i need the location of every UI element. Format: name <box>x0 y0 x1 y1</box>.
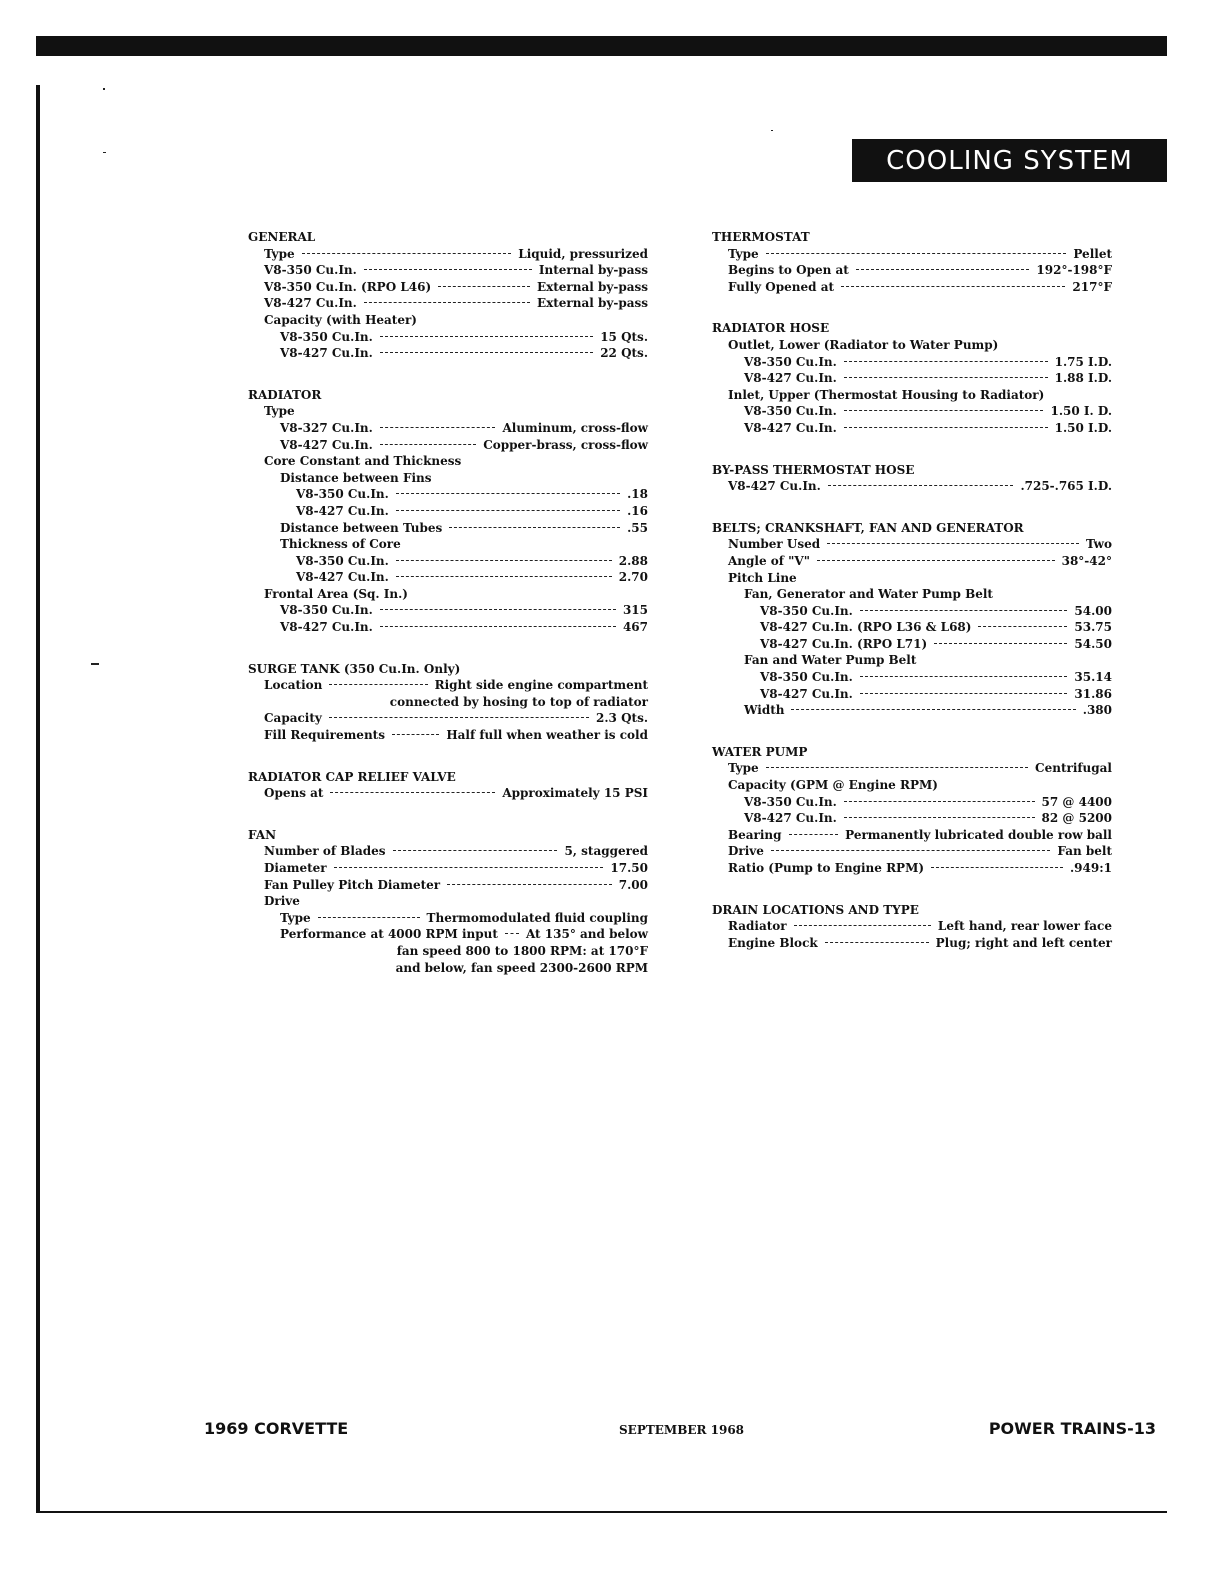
spec-value: 38°-42° <box>1061 553 1112 568</box>
spec-row <box>248 312 648 329</box>
spec-value: 22 Qts. <box>600 346 648 361</box>
spec-label: V8-350 Cu.In. <box>744 404 837 419</box>
spec-value: 82 @ 5200 <box>1041 811 1112 826</box>
spec-value: 35.14 <box>1074 670 1112 685</box>
spec-row <box>248 329 648 346</box>
spec-row <box>248 437 648 454</box>
footer-page-number: POWER TRAINS-13 <box>988 1419 1156 1438</box>
section-title: THERMOSTAT <box>712 230 810 244</box>
spec-row <box>248 710 648 727</box>
spec-value: At 135° and below <box>525 927 648 942</box>
spec-row <box>248 569 648 586</box>
spec-label: Pitch Line <box>728 570 797 585</box>
spec-value: 53.75 <box>1074 620 1112 635</box>
spec-row <box>712 860 1112 877</box>
leader-dashes <box>505 933 519 934</box>
spec-value: .16 <box>627 503 648 518</box>
spec-value: 54.50 <box>1074 636 1112 651</box>
leader-dashes <box>396 560 612 561</box>
spec-value: Copper-brass, cross-flow <box>483 437 648 452</box>
leader-dashes <box>794 925 931 926</box>
spec-label: V8-427 Cu.In. <box>728 479 821 494</box>
leader-dashes <box>380 352 593 353</box>
spec-label: V8-427 Cu.In. <box>264 296 357 311</box>
spec-row <box>712 652 1112 669</box>
spec-label: V8-427 Cu.In. (RPO L71) <box>760 636 928 651</box>
spec-label: Inlet, Upper (Thermostat Housing to Radiator) <box>728 387 1045 402</box>
spec-row <box>248 453 648 470</box>
spec-value: Plug; right and left center <box>935 935 1112 950</box>
spec-row <box>248 877 648 894</box>
section-title: WATER PUMP <box>712 744 808 759</box>
spec-value: Left hand, rear lower face <box>937 919 1112 934</box>
spec-value: 17.50 <box>610 861 648 875</box>
spec-section <box>712 462 1112 495</box>
spec-label: Core Constant and Thickness <box>264 454 462 469</box>
leader-dashes <box>817 560 1055 561</box>
spec-row <box>248 420 648 437</box>
spec-row <box>248 295 648 312</box>
spec-label: Engine Block <box>728 935 818 950</box>
spec-row <box>248 553 648 570</box>
section-title: DRAIN LOCATIONS AND TYPE <box>712 902 919 917</box>
spec-section <box>712 229 1112 295</box>
leader-dashes <box>791 709 1075 710</box>
spec-row <box>248 860 648 877</box>
spec-row <box>248 910 648 927</box>
spec-row <box>712 760 1112 777</box>
spec-section <box>248 661 648 744</box>
spec-label: Distance between Tubes <box>280 520 443 535</box>
spec-label: V8-350 Cu.In. <box>296 487 389 502</box>
spec-row <box>712 279 1112 296</box>
spec-section <box>712 320 1112 436</box>
spec-value: 1.88 I.D. <box>1054 371 1112 386</box>
spec-value: .380 <box>1082 703 1112 718</box>
spec-label: V8-427 Cu.In. <box>296 570 389 585</box>
spec-label: Begins to Open at <box>728 263 849 278</box>
spec-value: 31.86 <box>1074 686 1112 701</box>
spec-label: V8-350 Cu.In. (RPO L46) <box>264 279 432 294</box>
leader-dashes <box>789 834 839 835</box>
spec-label: Outlet, Lower (Radiator to Water Pump) <box>728 337 999 352</box>
spec-row <box>248 926 648 943</box>
spec-label: Distance between Fins <box>280 470 432 485</box>
spec-row <box>712 935 1112 952</box>
spec-section <box>712 744 1112 877</box>
section-title: BELTS; CRANKSHAFT, FAN AND GENERATOR <box>712 520 1024 535</box>
section-title: GENERAL <box>248 230 316 244</box>
spec-row <box>712 603 1112 620</box>
scan-speck <box>103 88 105 90</box>
spec-row <box>712 403 1112 420</box>
leader-dashes <box>380 336 593 337</box>
leader-dashes <box>825 942 929 943</box>
spec-label: Ratio (Pump to Engine RPM) <box>728 861 925 875</box>
spec-value-continued: and below, fan speed 2300-2600 RPM <box>395 960 648 975</box>
spec-row <box>712 478 1112 495</box>
leader-dashes <box>860 676 1068 677</box>
spec-value: Right side engine compartment <box>434 678 648 693</box>
spec-label: V8-427 Cu.In. <box>280 620 373 635</box>
section-title: FAN <box>248 827 277 842</box>
spec-row <box>248 345 648 362</box>
leader-dashes <box>393 850 558 851</box>
spec-label: Angle of "V" <box>728 553 810 568</box>
spec-label: Opens at <box>264 786 324 801</box>
spec-label: V8-350 Cu.In. <box>264 263 357 278</box>
leader-dashes <box>844 377 1048 378</box>
spec-label: Fill Requirements <box>264 728 385 743</box>
spec-value: Aluminum, cross-flow <box>502 420 648 435</box>
section-badge: COOLING SYSTEM <box>852 139 1167 182</box>
spec-label: V8-350 Cu.In. <box>296 553 389 568</box>
spec-label: Fan and Water Pump Belt <box>744 653 917 668</box>
spec-row <box>248 403 648 420</box>
spec-value: 1.75 I.D. <box>1054 354 1112 369</box>
spec-label: Performance at 4000 RPM input <box>280 927 498 942</box>
leader-dashes <box>364 269 532 270</box>
spec-row <box>712 827 1112 844</box>
section-title: RADIATOR <box>248 387 322 402</box>
leader-dashes <box>380 444 476 445</box>
spec-label: Fully Opened at <box>728 279 835 294</box>
section-title: BY-PASS THERMOSTAT HOSE <box>712 462 915 477</box>
spec-value: 467 <box>622 620 648 635</box>
spec-row <box>248 586 648 603</box>
spec-row <box>248 520 648 537</box>
spec-row <box>248 246 648 263</box>
spec-value: 1.50 I.D. <box>1054 420 1112 435</box>
spec-row <box>712 536 1112 553</box>
spec-label: Type <box>728 246 759 261</box>
spec-label: V8-350 Cu.In. <box>280 603 373 618</box>
footer-date: SEPTEMBER 1968 <box>619 1423 745 1437</box>
section-title: SURGE TANK (350 Cu.In. Only) <box>248 661 461 676</box>
spec-value: 5, staggered <box>564 844 648 859</box>
spec-label: V8-427 Cu.In. <box>760 686 853 701</box>
leader-dashes <box>329 717 589 718</box>
spec-row <box>248 279 648 296</box>
scan-speck <box>103 152 106 153</box>
leader-dashes <box>931 867 1063 868</box>
spec-value: Two <box>1086 537 1112 552</box>
spec-value: Permanently lubricated double row ball <box>845 827 1112 842</box>
leader-dashes <box>396 493 620 494</box>
spec-value: Approximately 15 PSI <box>502 786 648 801</box>
spec-section <box>248 229 648 362</box>
leader-dashes <box>380 609 616 610</box>
spec-label: Type <box>280 910 311 925</box>
spec-value: .18 <box>627 487 648 502</box>
leader-dashes <box>318 917 420 918</box>
spec-label: Fan Pulley Pitch Diameter <box>264 877 441 892</box>
top-rule-bar <box>36 36 1167 56</box>
spec-row <box>248 486 648 503</box>
spec-value: .949:1 <box>1069 861 1112 875</box>
spec-label: V8-350 Cu.In. <box>744 794 837 809</box>
spec-value: 15 Qts. <box>600 329 648 344</box>
right-spec-column <box>712 229 1112 976</box>
leader-dashes <box>334 867 604 868</box>
leader-dashes <box>841 286 1065 287</box>
leader-dashes <box>844 361 1048 362</box>
spec-label: Capacity (with Heater) <box>264 312 417 327</box>
spec-row <box>712 337 1112 354</box>
spec-label: V8-350 Cu.In. <box>760 603 853 618</box>
spec-section <box>248 827 648 976</box>
spec-value: Pellet <box>1073 246 1112 261</box>
spec-row <box>248 503 648 520</box>
spec-row <box>248 677 648 694</box>
spec-label: Drive <box>264 894 300 909</box>
spec-row <box>248 470 648 487</box>
spec-row <box>712 553 1112 570</box>
spec-label: Capacity <box>264 711 322 726</box>
leader-dashes <box>364 302 530 303</box>
spec-label: V8-327 Cu.In. <box>280 420 373 435</box>
spec-row <box>712 777 1112 794</box>
spec-label: Number of Blades <box>264 844 386 859</box>
spec-label: Type <box>264 246 295 261</box>
leader-dashes <box>449 527 620 528</box>
spec-value: Thermomodulated fluid coupling <box>426 910 648 925</box>
leader-dashes <box>438 286 530 287</box>
section-title: RADIATOR HOSE <box>712 321 830 336</box>
left-margin-rule <box>36 85 40 1512</box>
spec-label: V8-350 Cu.In. <box>760 670 853 685</box>
leader-dashes <box>844 817 1035 818</box>
leader-dashes <box>978 626 1067 627</box>
spec-row <box>712 387 1112 404</box>
spec-value: Liquid, pressurized <box>518 246 648 261</box>
leader-dashes <box>330 792 495 793</box>
spec-row <box>248 785 648 802</box>
spec-label: V8-350 Cu.In. <box>744 354 837 369</box>
spec-label: Location <box>264 678 323 693</box>
leader-dashes <box>380 427 496 428</box>
spec-value: .725-.765 I.D. <box>1020 479 1112 494</box>
spec-label: V8-427 Cu.In. (RPO L36 & L68) <box>760 620 972 635</box>
leader-dashes <box>856 269 1030 270</box>
spec-value: 2.3 Qts. <box>596 711 648 726</box>
spec-row <box>248 602 648 619</box>
spec-label: V8-427 Cu.In. <box>280 346 373 361</box>
leader-dashes <box>302 253 512 254</box>
leader-dashes <box>447 884 612 885</box>
spec-value: Half full when weather is cold <box>446 728 648 743</box>
spec-section <box>712 520 1112 719</box>
spec-value: 54.00 <box>1074 603 1112 618</box>
leader-dashes <box>329 684 427 685</box>
spec-row <box>712 810 1112 827</box>
spec-value: 1.50 I. D. <box>1050 404 1112 419</box>
spec-label: Number Used <box>728 537 821 552</box>
spec-row <box>712 262 1112 279</box>
spec-value: Internal by-pass <box>538 263 648 278</box>
footer-model: 1969 CORVETTE <box>204 1419 349 1438</box>
leader-dashes <box>860 610 1068 611</box>
spec-row <box>712 669 1112 686</box>
leader-dashes <box>396 576 612 577</box>
spec-value-continued: connected by hosing to top of radiator <box>389 694 648 709</box>
spec-row <box>712 918 1112 935</box>
spec-label: Width <box>744 703 785 718</box>
spec-row <box>712 843 1112 860</box>
bottom-rule <box>36 1511 1167 1513</box>
leader-dashes <box>844 410 1044 411</box>
leader-dashes <box>860 693 1068 694</box>
leader-dashes <box>828 485 1014 486</box>
spec-label: Bearing <box>728 827 782 842</box>
section-title: RADIATOR CAP RELIEF VALVE <box>248 769 456 784</box>
spec-value: 2.88 <box>618 553 648 568</box>
spec-value: 57 @ 4400 <box>1041 794 1112 809</box>
spec-section <box>712 902 1112 952</box>
spec-row <box>712 702 1112 719</box>
spec-label: Thickness of Core <box>280 537 401 552</box>
leader-dashes <box>766 253 1067 254</box>
spec-value: Centrifugal <box>1035 761 1112 776</box>
scan-speck <box>91 663 99 665</box>
spec-value: 7.00 <box>618 877 648 892</box>
spec-row <box>248 536 648 553</box>
spec-label: Radiator <box>728 919 787 934</box>
spec-label: Capacity (GPM @ Engine RPM) <box>728 778 938 793</box>
spec-label: V8-427 Cu.In. <box>744 371 837 386</box>
leader-dashes <box>380 626 616 627</box>
leader-dashes <box>766 767 1028 768</box>
spec-label: Frontal Area (Sq. In.) <box>264 586 408 601</box>
spec-row <box>248 262 648 279</box>
spec-row <box>248 893 648 910</box>
spec-value: 2.70 <box>618 570 648 585</box>
spec-row <box>712 636 1112 653</box>
leader-dashes <box>771 850 1050 851</box>
spec-label: V8-350 Cu.In. <box>280 329 373 344</box>
spec-value: External by-pass <box>536 296 648 311</box>
spec-row <box>712 370 1112 387</box>
spec-row <box>248 619 648 636</box>
spec-label: Type <box>728 761 759 776</box>
leader-dashes <box>844 427 1048 428</box>
spec-value: Fan belt <box>1057 844 1112 859</box>
scan-speck <box>771 130 773 131</box>
spec-row <box>712 246 1112 263</box>
spec-row <box>248 727 648 744</box>
leader-dashes <box>827 543 1079 544</box>
spec-label: V8-427 Cu.In. <box>744 811 837 826</box>
spec-row <box>248 843 648 860</box>
spec-row <box>712 686 1112 703</box>
spec-label: Drive <box>728 844 764 859</box>
spec-label: V8-427 Cu.In. <box>296 503 389 518</box>
spec-value: 192°-198°F <box>1036 263 1112 278</box>
spec-row <box>712 586 1112 603</box>
spec-section <box>248 769 648 802</box>
spec-row <box>712 354 1112 371</box>
spec-label: Diameter <box>264 861 327 875</box>
spec-row <box>712 570 1112 587</box>
spec-value: 217°F <box>1072 279 1112 294</box>
spec-row <box>712 794 1112 811</box>
spec-label: V8-427 Cu.In. <box>744 420 837 435</box>
spec-value: 315 <box>622 603 648 618</box>
spec-label: Type <box>264 404 295 419</box>
spec-label: Fan, Generator and Water Pump Belt <box>744 587 993 602</box>
spec-value: External by-pass <box>536 279 648 294</box>
spec-section <box>248 387 648 636</box>
spec-value: .55 <box>627 520 648 535</box>
left-spec-column <box>248 229 648 1001</box>
spec-row <box>712 619 1112 636</box>
leader-dashes <box>934 643 1067 644</box>
spec-value-continued: fan speed 800 to 1800 RPM: at 170°F <box>396 943 648 958</box>
leader-dashes <box>396 510 620 511</box>
leader-dashes <box>844 801 1035 802</box>
spec-row <box>712 420 1112 437</box>
leader-dashes <box>392 734 439 735</box>
spec-label: V8-427 Cu.In. <box>280 437 373 452</box>
